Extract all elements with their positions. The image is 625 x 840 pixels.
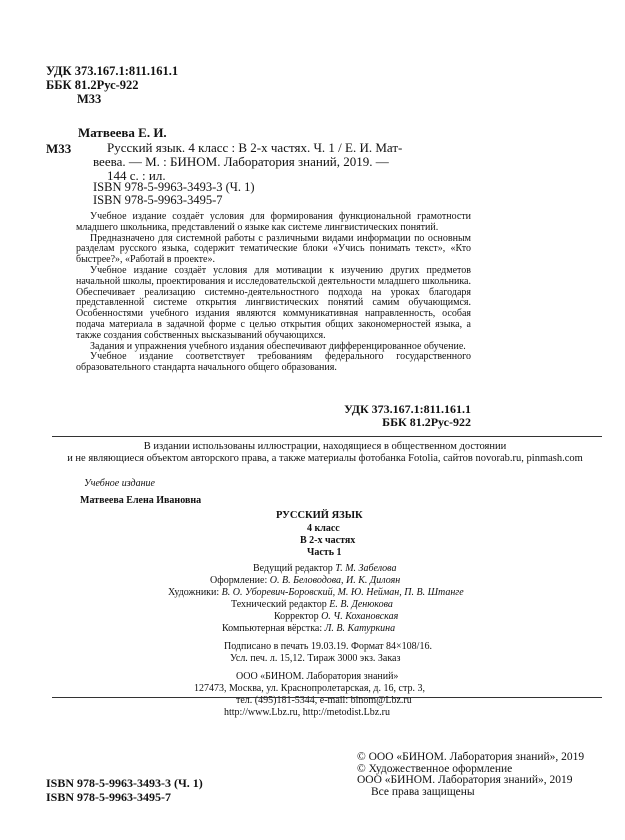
publisher-urls: http://www.Lbz.ru, http://metodist.Lbz.ru [224, 707, 390, 718]
catalog-description [93, 141, 438, 183]
edition-type: Учебное издание [84, 478, 155, 489]
top-classification-codes [46, 64, 178, 106]
tech-editor-line [231, 599, 393, 611]
annotation-paragraph: Задания и упражнения учебного издания обеспечивают дифференцированное обучение. [90, 340, 466, 352]
annotation [76, 212, 471, 374]
copyright-block [357, 752, 584, 798]
rights-reserved: Все права защищены [371, 785, 475, 798]
author-full-name: Матвеева Елена Ивановна [80, 495, 202, 506]
layout-line [222, 623, 395, 635]
parts: В 2-х частях [300, 535, 356, 546]
catalog-author: Матвеева Е. И. [78, 125, 167, 140]
annotation-paragraph: Предназначено для системной работы с различными видами информации по основным разделам русского языка, содержит тематические блоки «Учись понимать текст», «Кто быстрее?», «Работай в проекте». [76, 232, 471, 266]
isbn-set: ISBN 978-5-9963-3495-7 [93, 193, 223, 207]
annotation-paragraph: Учебное издание создаёт условия для мотивации к изучению других предметов начальной школы, проектирования и исследовательской деятельности младшего школьника. Обеспечивает реализацию системно-деятельностного подхода на уроках благодаря представленной системе открытия лингвистических понятий самим обучающимся. Особенностями учебного издания являются коммуникативная направленность, особая подача материала в задачной форме с целью открытия общих закономерностей языка, а также создания собственных высказываний обучающихся. [76, 264, 471, 341]
layout-name: Л. В. Катуркина [324, 623, 396, 634]
tech-editor-label: Технический редактор [231, 599, 327, 610]
print-line-1: Подписано в печать 19.03.19. Формат 84×108/16. [224, 641, 432, 652]
isbn-set: ISBN 978-5-9963-3495-7 [46, 790, 171, 804]
tech-editor-name: Е. В. Денюкова [329, 599, 393, 610]
catalog-line-3: 144 с. : ил. [107, 168, 166, 183]
copyright-line-3: ООО «БИНОМ. Лаборатория знаний», 2019 [357, 774, 573, 787]
publisher-name: ООО «БИНОМ. Лаборатория знаний» [236, 671, 399, 682]
design-line [210, 575, 400, 587]
author-mark: М33 [77, 92, 102, 106]
artists-names: В. О. Уборевич-Боровский, М. Ю. Нейман, П. В. Штанге [221, 587, 464, 598]
print-line-2: Усл. печ. л. 15,12. Тираж 3000 экз. Заказ [230, 653, 401, 664]
notice-line-2: и не являющиеся объектом авторского права, а также материалы фотобанка Fotolia, сайтов novorab.ru, pinmash.com [67, 453, 583, 464]
divider [52, 436, 602, 437]
publisher-contacts: тел. (495)181-5344, e-mail: binom@Lbz.ru [236, 695, 412, 706]
catalog-line-2: веева. — М. : БИНОМ. Лаборатория знаний, 2019. — [93, 154, 389, 169]
catalog-author-mark: М33 [46, 141, 72, 156]
notice-line-1: В издании использованы иллюстрации, находящиеся в общественном достоянии [143, 441, 507, 452]
udk-code: УДК 373.167.1:811.161.1 [46, 64, 179, 78]
proofreader-label: Корректор [274, 611, 319, 622]
isbn-part-1: ISBN 978-5-9963-3493-3 (Ч. 1) [46, 776, 203, 790]
divider [52, 697, 602, 698]
grade: 4 класс [307, 523, 340, 534]
design-names: О. В. Беловодова, И. К. Дилоян [269, 575, 401, 586]
part-number: Часть 1 [307, 547, 342, 558]
catalog-line-1: Русский язык. 4 класс : В 2-х частях. Ч. 1 / Е. И. Мат- [107, 140, 403, 155]
copyright-line-2: © Художественное оформление [357, 762, 513, 775]
artists-line [168, 587, 464, 599]
design-label: Оформление: [210, 575, 268, 586]
bottom-isbn [46, 776, 203, 804]
bottom-classification-codes [331, 403, 471, 429]
isbn-part-1: ISBN 978-5-9963-3493-3 (Ч. 1) [93, 180, 255, 194]
illustrations-notice [30, 441, 620, 465]
annotation-paragraph: Учебное издание соответствует требованиям федерального государственного образовательного стандарта начального общего образования. [76, 351, 471, 374]
lead-editor-label: Ведущий редактор [253, 563, 333, 574]
copyright-line-1: © ООО «БИНОМ. Лаборатория знаний», 2019 [357, 751, 585, 763]
book-title: РУССКИЙ ЯЗЫК [276, 510, 363, 521]
udk-code: УДК 373.167.1:811.161.1 [344, 402, 471, 416]
proofreader-name: О. Ч. Кохановская [321, 611, 399, 622]
proofreader-line [274, 611, 398, 623]
lead-editor-name: Т. М. Забелова [335, 563, 397, 574]
lead-editor-line [253, 563, 396, 575]
bbk-code: ББК 81.2Рус-922 [46, 78, 139, 92]
artists-label: Художники: [168, 587, 220, 598]
annotation-paragraph: Учебное издание создаёт условия для формирования функциональной грамотности младшего школьника, представлений о языке как системе лингвистических понятий. [76, 211, 471, 233]
publisher-address: 127473, Москва, ул. Краснопролетарская, д. 16, стр. 3, [194, 683, 425, 694]
bbk-code: ББК 81.2Рус-922 [382, 415, 471, 429]
layout-label: Компьютерная вёрстка: [222, 623, 323, 634]
catalog-isbn [93, 181, 255, 207]
